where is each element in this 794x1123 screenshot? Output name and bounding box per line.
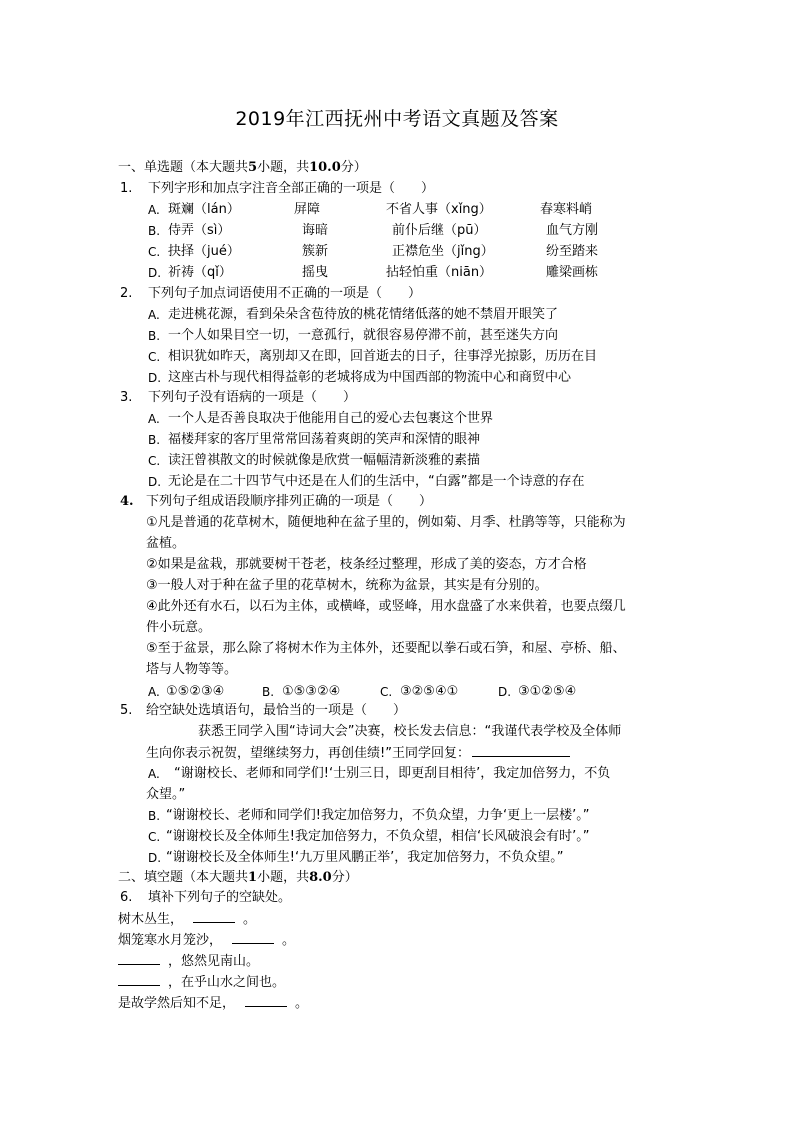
section-heading-fill-blank [118, 869, 358, 887]
option-text: “谢谢校长及全体师生!我定加倍努力，不负众望，相信‘长风破浪会有时’。” [166, 829, 590, 844]
question-number: 5. [120, 703, 133, 718]
question-number: 3. [120, 390, 133, 405]
fill-text-after: 。 [295, 996, 309, 1011]
option-cell: 正襟危坐（jǐng） [392, 244, 494, 259]
fill-text-before: 树木丛生， [118, 912, 184, 927]
fill-line-5 [118, 994, 308, 1013]
fill-text-before: 是故学然后知不足， [118, 996, 236, 1011]
question-stem: 填补下列句子的空缺处。 [148, 890, 292, 905]
passage-text-cont [146, 744, 570, 763]
section-label-mid: 小题，共 [257, 870, 310, 885]
option-letter: C. [148, 245, 161, 259]
option-text: “谢谢校长、老师和同学们!‘士别三日，即更刮目相待’，我定加倍努力，不负 [174, 766, 611, 781]
question-stem: 下列句子组成语段顺序排列正确的一项是（ ） [146, 494, 433, 509]
option-cell: 不省人事（xǐng） [386, 202, 492, 217]
fill-text-after: 。 [243, 912, 257, 927]
sentence-3: ③一般人对于种在盆子里的花草树木，统称为盆景，其实是有分别的。 [146, 578, 548, 593]
question-number: 4. [120, 494, 134, 509]
option-text-cont: 众望。” [146, 787, 186, 802]
section-label-end: 分） [340, 160, 367, 175]
question-count: 1 [248, 870, 258, 885]
option-cell: 祈祷（qǐ） [168, 265, 232, 280]
option-letter: B. [148, 433, 161, 447]
option-cell: 春寒料峭 [540, 202, 593, 217]
answer-blank[interactable] [245, 994, 287, 1007]
section-score: 10.0 [309, 160, 341, 175]
passage-text-line2: 生向你表示祝贺，望继续努力，再创佳绩!”王同学回复： [146, 746, 470, 761]
option-letter: C. [148, 454, 161, 468]
option-letter: A. [148, 412, 160, 426]
answer-blank[interactable] [118, 973, 160, 986]
option-letter: D. [498, 685, 512, 699]
option-letter: B. [262, 685, 275, 699]
fill-text-after: ，在乎山水之间也。 [168, 975, 286, 990]
option-text: “谢谢校长、老师和同学们!我定加倍努力，不负众望，力争‘更上一层楼’。” [166, 808, 590, 823]
sentence-1: ①凡是普通的花草树木，随便地种在盆子里的，例如菊、月季、杜鹃等等，只能称为 [146, 515, 626, 530]
section-label: 一、单选题（本大题共 [118, 160, 249, 175]
sentence-1-cont: 盆植。 [146, 536, 186, 551]
option-letter: B. [148, 224, 161, 238]
option-text: 相识犹如昨天，离别却又在即，回首逝去的日子，往事浮光掠影，历历在目 [168, 349, 598, 364]
option-text: “谢谢校长及全体师生!‘九万里风鹏正举’，我定加倍努力，不负众望。” [166, 850, 564, 865]
option-cell: 前仆后继（pū） [392, 223, 487, 238]
option-text: ①⑤②③④ [166, 684, 225, 699]
option-text: 福楼拜家的客厅里常常回荡着爽朗的笑声和深情的眼神 [168, 432, 481, 447]
option-letter: A. [148, 308, 160, 322]
answer-blank[interactable] [193, 910, 235, 923]
option-text: ①⑤③②④ [282, 684, 341, 699]
option-cell: 诲暗 [302, 223, 329, 238]
fill-line-2 [118, 931, 295, 950]
option-cell: 斑斓（lán） [168, 202, 240, 217]
option-cell: 抉择（jué） [168, 244, 240, 259]
section-label-mid: 小题，共 [257, 160, 310, 175]
sentence-4-cont: 件小玩意。 [146, 620, 212, 635]
sentence-2: ②如果是盆栽，那就要树干苍老，枝条经过整理，形成了美的姿态，方才合格 [146, 557, 587, 572]
question-stem: 下列句子没有语病的一项是（ ） [148, 390, 357, 405]
question-number: 2. [120, 286, 133, 301]
fill-text-before: 烟笼寒水月笼沙， [118, 933, 223, 948]
sentence-4: ④此外还有水石，以石为主体，或横峰，或竖峰，用水盘盛了水来供着，也要点缀几 [146, 599, 626, 614]
sentence-5: ⑤至于盆景，那么除了将树木作为主体外，还要配以拳石或石笋，和屋、亭桥、船、 [146, 641, 626, 656]
option-letter: B. [148, 809, 161, 823]
option-text: 无论是在二十四节气中还是在人们的生活中，“白露”都是一个诗意的存在 [168, 474, 585, 489]
fill-line-1 [118, 910, 256, 929]
sentence-5-cont: 塔与人物等等。 [146, 662, 238, 677]
option-text: 这座古朴与现代相得益彰的老城将成为中国西部的物流中心和商贸中心 [168, 370, 572, 385]
section-label: 二、填空题（本大题共 [118, 870, 249, 885]
fill-line-4 [118, 973, 285, 992]
answer-blank[interactable] [118, 952, 160, 965]
question-stem: 下列字形和加点字注音全部正确的一项是（ ） [148, 181, 435, 196]
option-letter: C. [148, 350, 161, 364]
fill-text-after: 。 [282, 933, 296, 948]
option-cell: 屏障 [294, 202, 321, 217]
option-letter: A. [148, 685, 160, 699]
option-letter: A. [148, 767, 160, 781]
answer-blank [472, 744, 570, 757]
question-number: 1. [120, 181, 133, 196]
option-cell: 摇曳 [302, 265, 329, 280]
option-cell: 拈轻怕重（niān） [386, 265, 493, 280]
question-number: 6. [120, 890, 133, 905]
option-text: ③①②⑤④ [518, 684, 577, 699]
answer-blank[interactable] [232, 931, 274, 944]
fill-line-3 [118, 952, 259, 971]
question-stem: 下列句子加点词语使用不正确的一项是（ ） [148, 286, 422, 301]
option-letter: D. [148, 851, 162, 865]
option-cell: 雕梁画栋 [546, 265, 599, 280]
option-letter: C. [148, 830, 161, 844]
option-letter: C. [380, 685, 393, 699]
option-cell: 纷至踏来 [546, 244, 599, 259]
option-text: 读汪曾祺散文的时候就像是欣赏一幅幅清新淡雅的素描 [168, 453, 481, 468]
section-label-end: 分） [331, 870, 358, 885]
passage-text: 获悉王同学入围“诗词大会”决赛，校长发去信息：“我谨代表学校及全体师 [198, 724, 622, 739]
option-cell: 簇新 [302, 244, 329, 259]
option-cell: 血气方刚 [546, 223, 599, 238]
option-letter: A. [148, 203, 160, 217]
option-text: 一个人是否善良取决于他能用自己的爱心去包裹这个世界 [168, 411, 494, 426]
option-cell: 侍弄（sì） [168, 223, 231, 238]
option-letter: D. [148, 475, 162, 489]
fill-text-after: ，悠然见南山。 [168, 954, 260, 969]
question-count: 5 [248, 160, 258, 175]
option-letter: D. [148, 371, 162, 385]
option-text: 一个人如果目空一切，一意孤行，就很容易停滞不前，甚至迷失方向 [168, 328, 559, 343]
section-score: 8.0 [309, 870, 332, 885]
option-text: ③②⑤④① [400, 684, 459, 699]
option-letter: D. [148, 266, 162, 280]
question-stem: 给空缺处选填语句，最恰当的一项是（ ） [146, 703, 407, 718]
option-letter: B. [148, 329, 161, 343]
section-heading-single-choice [118, 159, 367, 177]
option-text: 走进桃花源，看到朵朵含苞待放的桃花情绪低落的她不禁眉开眼笑了 [168, 307, 559, 322]
document-title: 2019年江西抚州中考语文真题及答案 [235, 108, 559, 130]
